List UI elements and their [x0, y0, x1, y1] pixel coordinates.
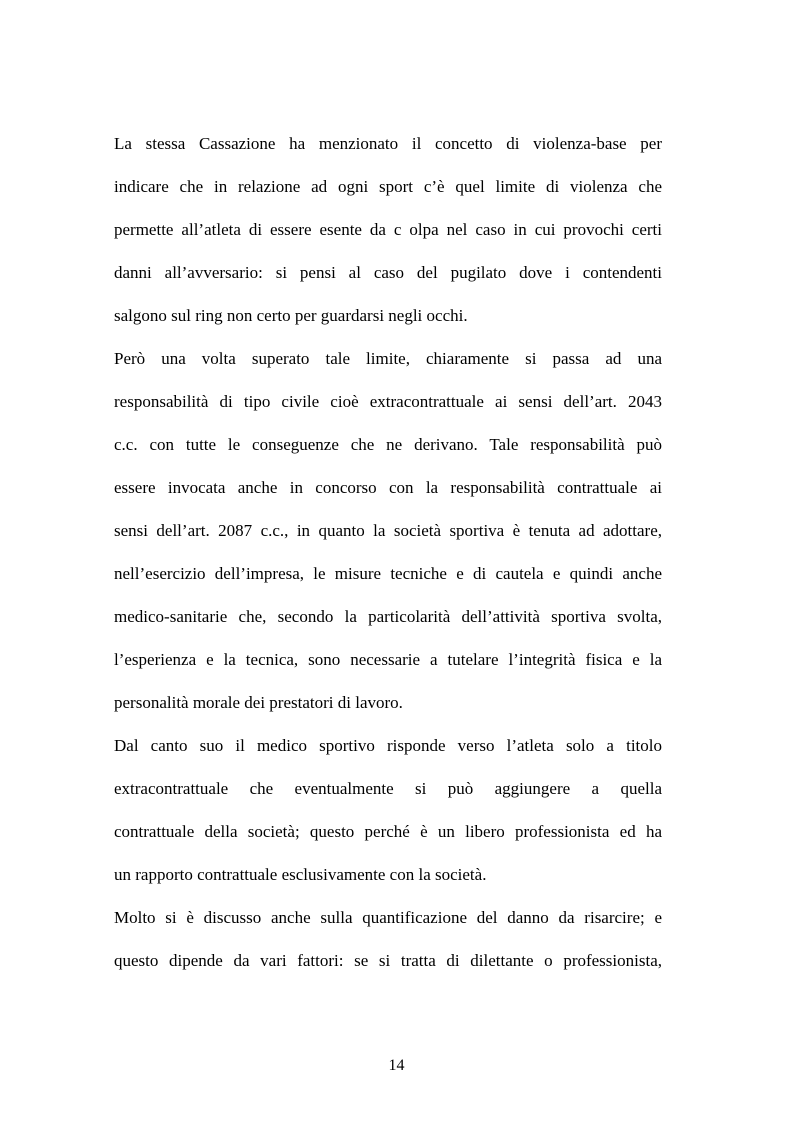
- text-line: questo dipende da vari fattori: se si tratta di dilettante o professionista,: [114, 951, 662, 970]
- text-line: essere invocata anche in concorso con la responsabilità contrattuale ai: [114, 478, 662, 497]
- page-number: 14: [388, 1057, 405, 1074]
- text-line: sensi dell’art. 2087 c.c., in quanto la società sportiva è tenuta ad adottare,: [114, 521, 662, 540]
- text-line: nell’esercizio dell’impresa, le misure tecniche e di cautela e quindi anche: [114, 564, 662, 583]
- text-line: danni all’avversario: si pensi al caso del pugilato dove i contendenti: [114, 263, 662, 282]
- text-line: Dal canto suo il medico sportivo risponde verso l’atleta solo a titolo: [114, 736, 662, 755]
- text-line: c.c. con tutte le conseguenze che ne derivano. Tale responsabilità può: [114, 435, 662, 454]
- text-line: contrattuale della società; questo perché è un libero professionista ed ha: [114, 822, 662, 841]
- body-text: [114, 127, 662, 987]
- text-line: extracontrattuale che eventualmente si può aggiungere a quella: [114, 779, 662, 798]
- text-line: indicare che in relazione ad ogni sport c’è quel limite di violenza che: [114, 177, 662, 196]
- text-line: salgono sul ring non certo per guardarsi negli occhi.: [114, 306, 468, 325]
- text-line: personalità morale dei prestatori di lavoro.: [114, 693, 403, 712]
- text-line: Molto si è discusso anche sulla quantificazione del danno da risarcire; e: [114, 908, 662, 927]
- text-line: permette all’atleta di essere esente da c olpa nel caso in cui provochi certi: [114, 220, 662, 239]
- text-line: l’esperienza e la tecnica, sono necessarie a tutelare l’integrità fisica e la: [114, 650, 662, 669]
- text-line: responsabilità di tipo civile cioè extracontrattuale ai sensi dell’art. 2043: [114, 392, 662, 411]
- text-line: La stessa Cassazione ha menzionato il concetto di violenza-base per: [114, 134, 662, 153]
- text-line: Però una volta superato tale limite, chiaramente si passa ad una: [114, 349, 662, 368]
- text-line: medico-sanitarie che, secondo la particolarità dell’attività sportiva svolta,: [114, 607, 662, 626]
- text-line: un rapporto contrattuale esclusivamente con la società.: [114, 865, 487, 884]
